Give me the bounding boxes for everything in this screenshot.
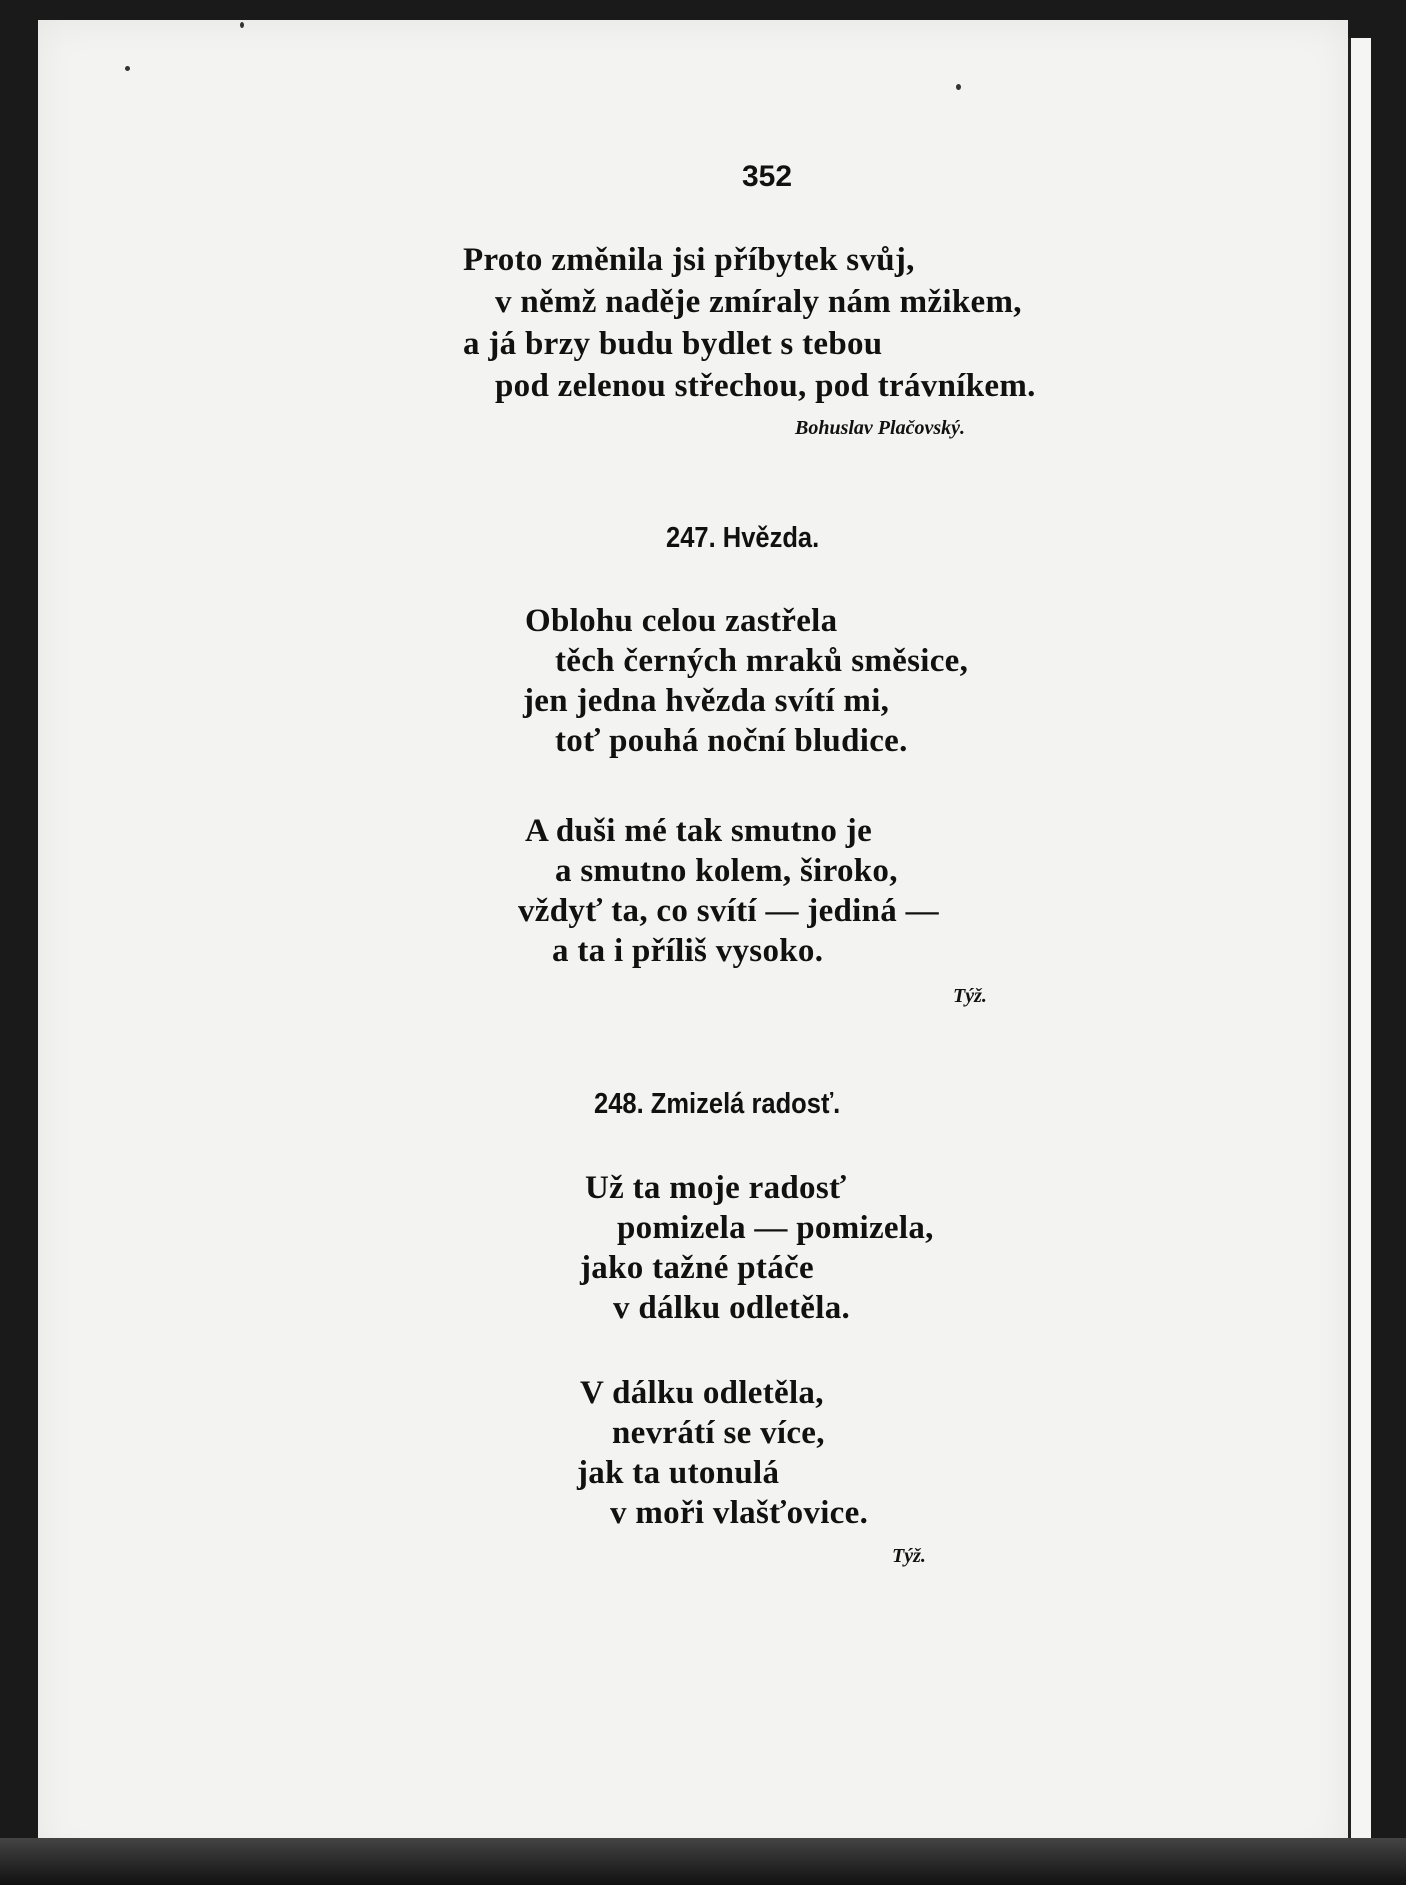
poem-author: Bohuslav Plačovský. [795, 417, 965, 439]
poem-line: a já brzy budu bydlet s tebou [463, 326, 883, 362]
poem-title: 247. Hvězda. [666, 522, 820, 554]
poem-line: jako tažné ptáče [580, 1250, 814, 1286]
scan-speck [956, 84, 961, 90]
poem-line: v moři vlašťovice. [610, 1495, 869, 1531]
page-number: 352 [742, 160, 793, 193]
poem-line: jak ta utonulá [577, 1455, 780, 1491]
poem-line: Už ta moje radosť [585, 1170, 847, 1206]
poem-line: pomizela — pomizela, [617, 1210, 934, 1246]
poem-author: Týž. [892, 1545, 926, 1567]
poem-line: vždyť ta, co svítí — jediná — [518, 893, 939, 929]
poem-line: jen jedna hvězda svítí mi, [523, 683, 890, 719]
poem-line: v dálku odletěla. [613, 1290, 851, 1326]
poem-line: Proto změnila jsi příbytek svůj, [463, 242, 915, 278]
poem-line: V dálku odletěla, [580, 1375, 824, 1411]
poem-line: v němž naděje zmíraly nám mžikem, [495, 284, 1022, 320]
poem-line: A duši mé tak smutno je [525, 813, 873, 849]
poem-line: těch černých mraků směsice, [555, 643, 969, 679]
poem-line: Oblohu celou zastřela [525, 603, 838, 639]
poem-title: 248. Zmizelá radosť. [594, 1088, 841, 1120]
poem-line: nevrátí se více, [612, 1415, 825, 1451]
next-page-edge [1348, 38, 1371, 1838]
poem-line: pod zelenou střechou, pod trávníkem. [495, 368, 1036, 404]
scan-speck [125, 66, 130, 71]
poem-line: a smutno kolem, široko, [555, 853, 898, 889]
poem-line: toť pouhá noční bludice. [555, 723, 908, 759]
poem-line: a ta i příliš vysoko. [552, 933, 824, 969]
scan-speck [240, 22, 244, 28]
poem-author: Týž. [953, 985, 987, 1007]
scan-bottom-edge [0, 1838, 1406, 1885]
